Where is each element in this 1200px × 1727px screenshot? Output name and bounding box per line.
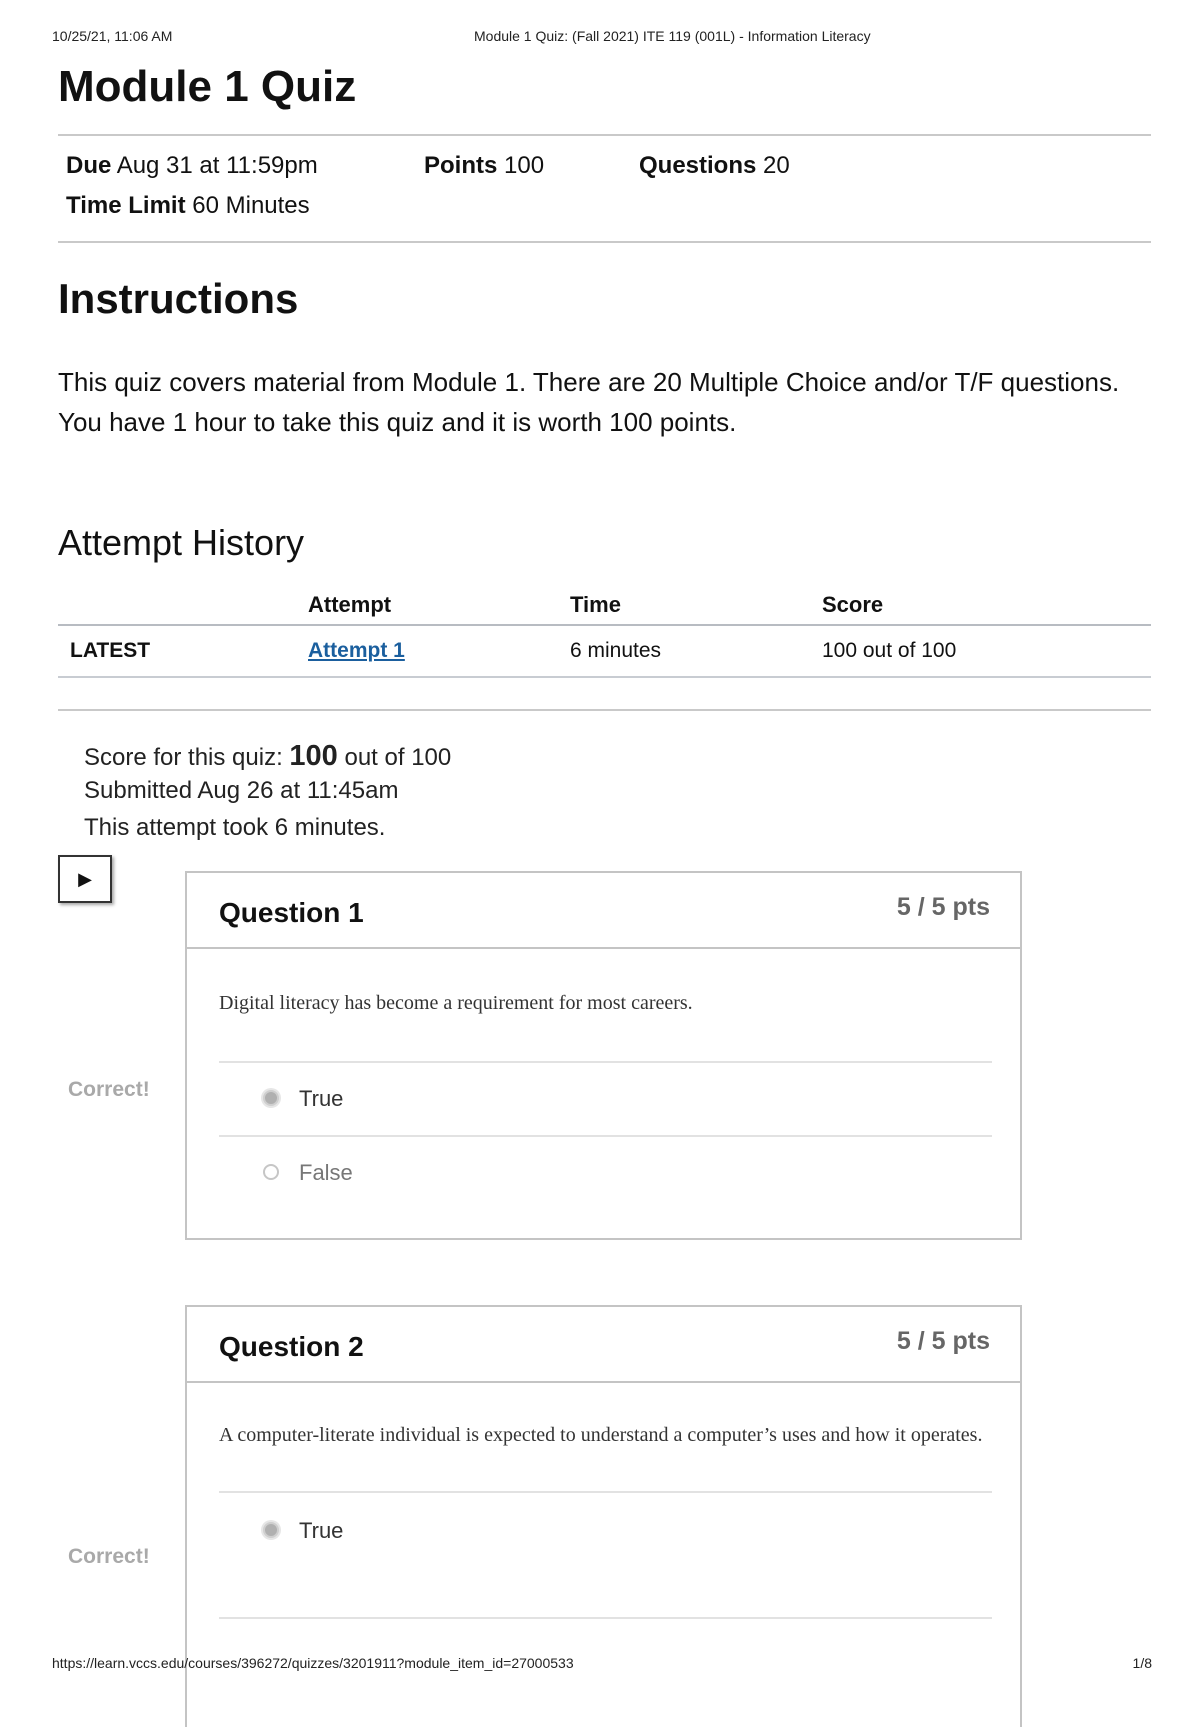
print-url: https://learn.vccs.edu/courses/396272/quizzes/3201911?module_item_id=27000533 <box>52 1655 574 1671</box>
answer-label: False <box>299 1160 353 1185</box>
radio-selected-icon[interactable] <box>263 1522 279 1538</box>
play-triangle-icon[interactable]: ▶ <box>58 855 112 903</box>
question-text: A computer-literate individual is expected to understand a computer’s uses and how it operates. <box>219 1424 983 1446</box>
score-value: 100 <box>289 740 338 772</box>
question-text: Digital literacy has become a requirement for most careers. <box>219 992 693 1014</box>
attempt-history-table <box>58 586 1151 678</box>
table-row <box>58 625 1151 677</box>
questions-info <box>639 152 790 180</box>
attempt-cell <box>296 625 558 677</box>
column-header-score: Score <box>810 586 1151 625</box>
questions-label: Questions <box>639 152 757 179</box>
answer-label: True <box>299 1086 344 1111</box>
questions-value: 20 <box>763 152 790 179</box>
question-header <box>187 1307 1020 1383</box>
due-label: Due <box>66 152 112 179</box>
time-limit-info <box>66 192 310 220</box>
answer-option-true[interactable] <box>219 1061 992 1135</box>
question-points: 5 / 5 pts <box>896 893 990 921</box>
time-cell: 6 minutes <box>558 625 810 677</box>
score-prefix: Score for this quiz: <box>84 744 290 771</box>
score-cell: 100 out of 100 <box>810 625 1151 677</box>
correct-indicator: Correct! <box>68 1078 154 1102</box>
quiz-score-line <box>84 740 451 777</box>
print-page-title: Module 1 Quiz: (Fall 2021) ITE 119 (001L) - Information Literacy <box>474 28 871 44</box>
time-limit-value: 60 Minutes <box>192 192 310 219</box>
question-title: Question 2 <box>219 1331 364 1362</box>
points-label: Points <box>424 152 498 179</box>
correct-indicator: Correct! <box>68 1545 154 1569</box>
radio-empty-icon[interactable] <box>263 1164 279 1180</box>
divider <box>58 134 1151 136</box>
answer-label: True <box>299 1518 344 1543</box>
answer-option-true[interactable] <box>219 1491 992 1619</box>
due-info <box>66 152 318 180</box>
page-title: Module 1 Quiz <box>58 62 357 111</box>
points-value: 100 <box>504 152 545 179</box>
divider <box>58 709 1151 711</box>
radio-selected-icon[interactable] <box>263 1090 279 1106</box>
latest-tag: LATEST <box>58 625 296 677</box>
table-header-row <box>58 586 1151 625</box>
duration-line: This attempt took 6 minutes. <box>84 814 386 841</box>
question-title: Question 1 <box>219 897 364 928</box>
question-points: 5 / 5 pts <box>896 1327 990 1355</box>
divider <box>58 241 1151 243</box>
column-header-time: Time <box>558 586 810 625</box>
time-limit-label: Time Limit <box>66 192 186 219</box>
page-number: 1/8 <box>1132 1655 1152 1671</box>
submitted-line: Submitted Aug 26 at 11:45am <box>84 777 399 804</box>
attempt-history-heading: Attempt History <box>58 522 305 563</box>
column-header-tag <box>58 586 296 625</box>
attempt-link[interactable]: Attempt 1 <box>308 639 405 662</box>
column-header-attempt: Attempt <box>296 586 558 625</box>
score-suffix: out of 100 <box>337 744 452 771</box>
score-summary <box>84 740 451 851</box>
answer-option-false[interactable] <box>219 1135 992 1209</box>
print-header <box>52 28 1152 48</box>
question-header <box>187 873 1020 949</box>
question-card-1 <box>185 871 1022 1240</box>
instructions-heading: Instructions <box>58 275 299 322</box>
points-info <box>424 152 544 180</box>
instructions-text: This quiz covers material from Module 1. There are 20 Multiple Choice and/or T/F questions. You have 1 hour to take this quiz and it is worth 100 points. <box>58 367 1120 437</box>
due-value: Aug 31 at 11:59pm <box>116 152 318 179</box>
print-datetime: 10/25/21, 11:06 AM <box>52 28 173 44</box>
